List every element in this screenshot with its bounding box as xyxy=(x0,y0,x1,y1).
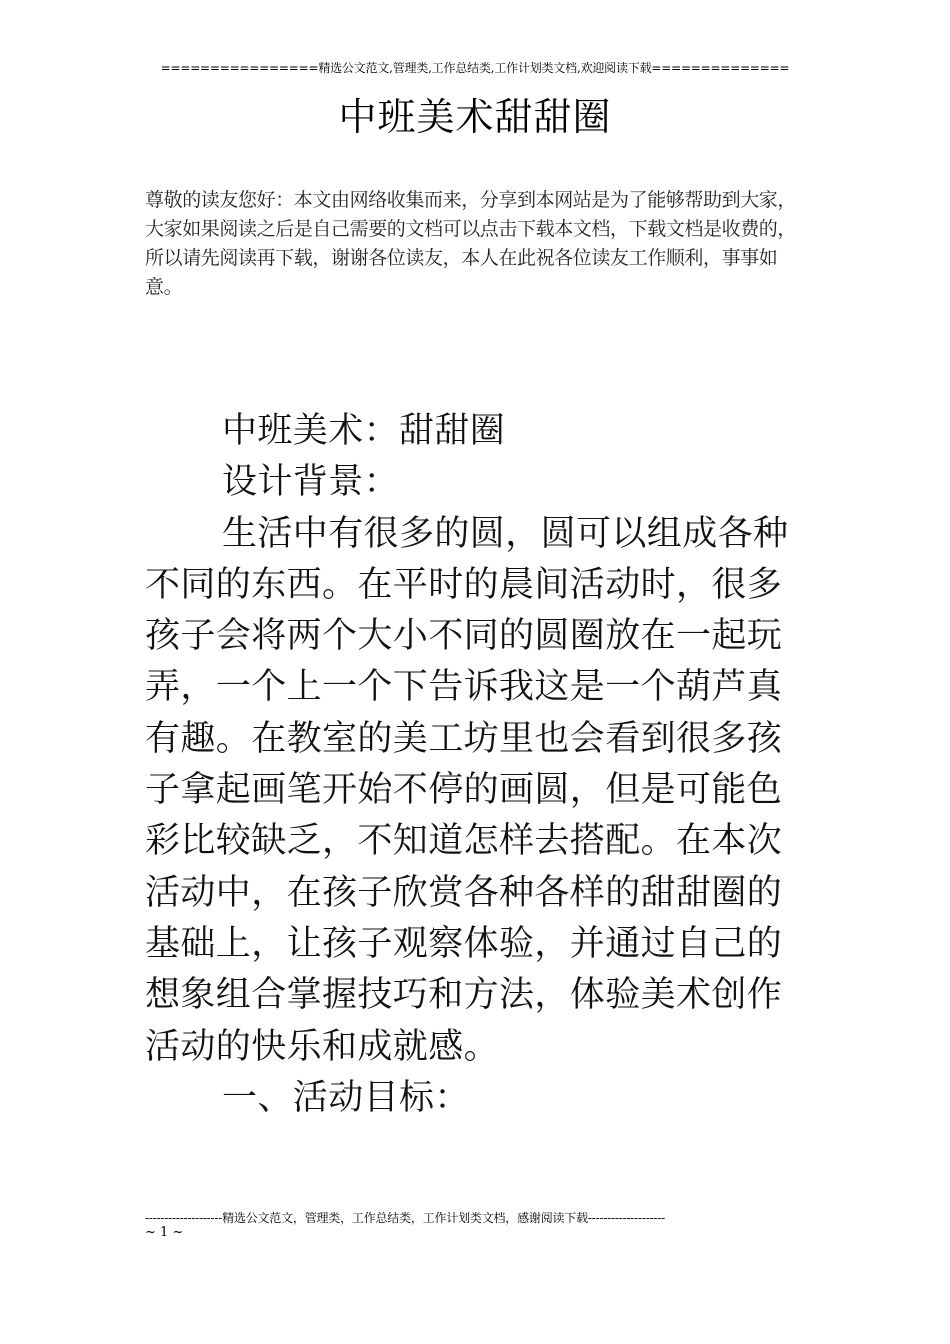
reader-notice: 尊敬的读友您好：本文由网络收集而来，分享到本网站是为了能够帮助到大家，大家如果阅读之后是自己需要的文档可以点击下载本文档，下载文档是收费的，所以请先阅读再下载，谢谢各位读友，本人在此祝各位读友工作顺利，事事如意。 xyxy=(145,189,797,298)
body-paragraph: 生活中有很多的圆，圆可以组成各种不同的东西。在平时的晨间活动时，很多孩子会将两个大小不同的圆圈放在一起玩弄，一个上一个下告诉我这是一个葫芦真有趣。在教室的美工坊里也会看到很多孩子拿起画笔开始不停的画圆，但是可能色彩比较缺乏，不知道怎样去搭配。在本次活动中，在孩子欣赏各种各样的甜甜圈的基础上，让孩子观察体验，并通过自己的想象组合掌握技巧和方法，体验美术创作活动的快乐和成就感。 xyxy=(145,513,789,1067)
section-heading: 中班美术：甜甜圈 xyxy=(222,411,506,451)
section-heading: 一、活动目标： xyxy=(222,1077,470,1118)
document-body xyxy=(145,406,800,1124)
document-title: 中班美术甜甜圈 xyxy=(338,95,612,139)
page-header: ================精选公文范文,管理类,工作总结类,工作计划类文档,欢迎阅读下载============== xyxy=(160,61,790,75)
page-number: ~ 1 ~ xyxy=(145,1225,184,1240)
section-heading: 设计背景： xyxy=(222,462,400,503)
page-footer: --------------------精选公文范文，管理类，工作总结类，工作计划类文档，感谢阅读下载-------------------- xyxy=(145,1211,665,1225)
